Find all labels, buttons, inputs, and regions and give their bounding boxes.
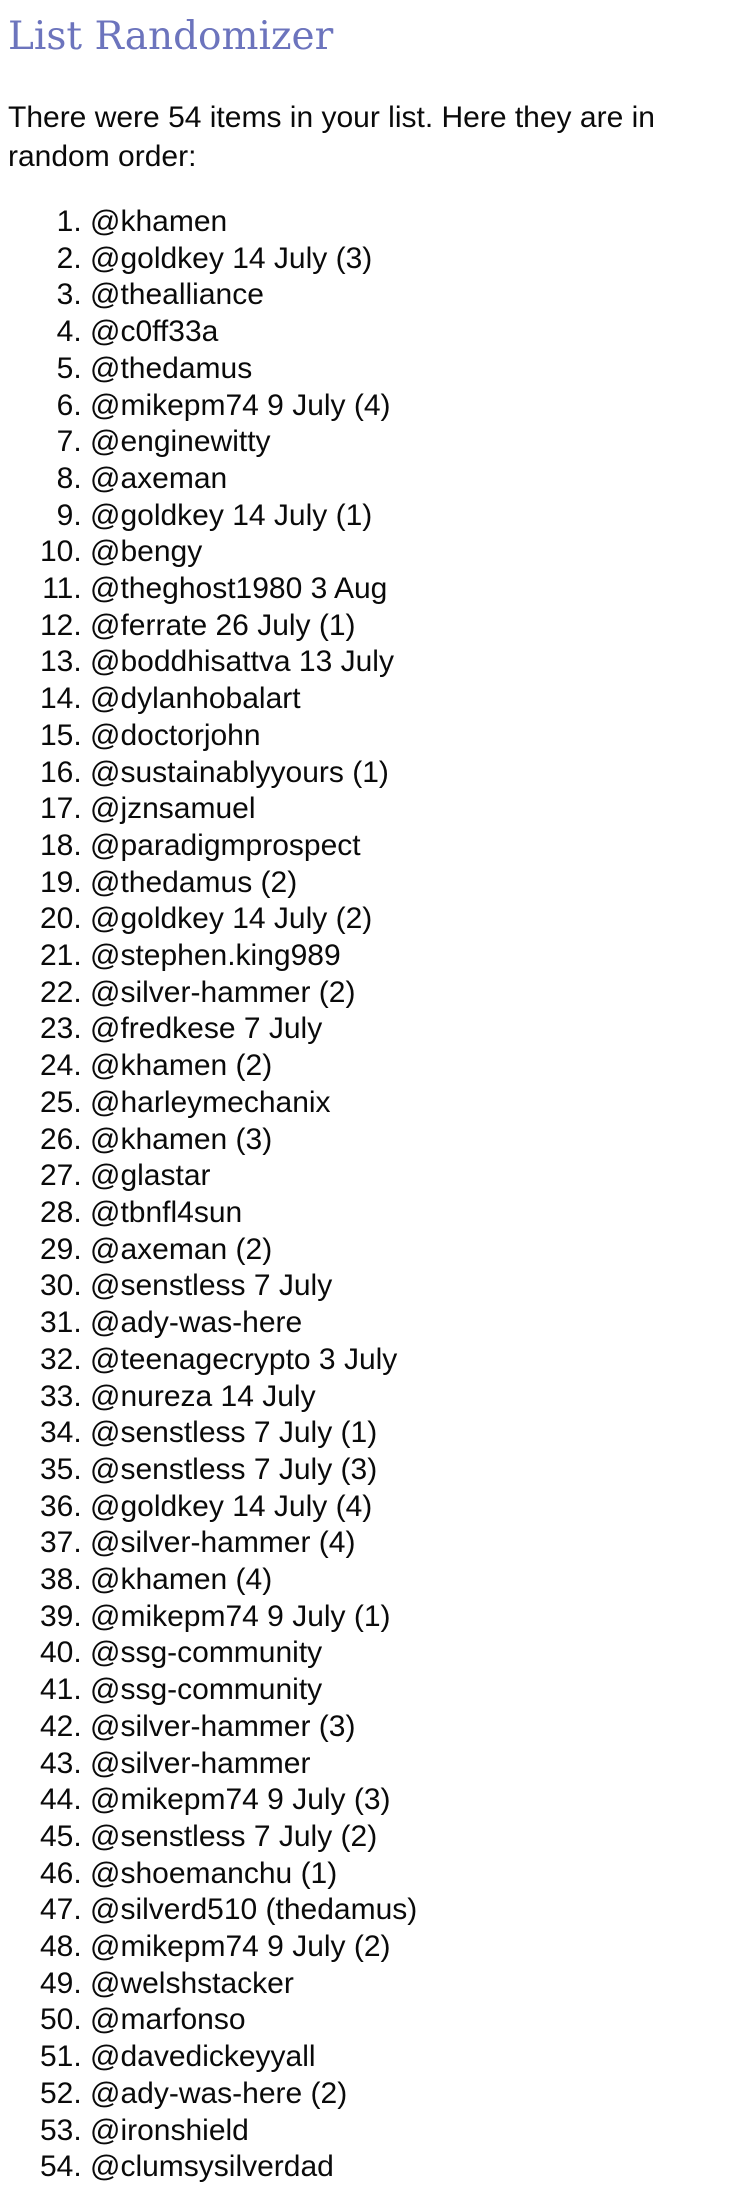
list-item: 36. @goldkey 14 July (4) [90,1489,743,1526]
list-item: 29. @axeman (2) [90,1232,743,1269]
list-item: 28. @tbnfl4sun [90,1195,743,1232]
intro-line-2: random order: [8,140,197,173]
intro-line-1: There were 54 items in your list. Here they are in [8,101,655,134]
list-item: 39. @mikepm74 9 July (1) [90,1599,743,1636]
list-item: 23. @fredkese 7 July [90,1011,743,1048]
list-item: 11. @theghost1980 3 Aug [90,571,743,608]
list-item: 9. @goldkey 14 July (1) [90,498,743,535]
list-item: 48. @mikepm74 9 July (2) [90,1929,743,1966]
list-item: 52. @ady-was-here (2) [90,2076,743,2113]
list-item: 43. @silver-hammer [90,1746,743,1783]
list-item: 25. @harleymechanix [90,1085,743,1122]
list-item: 35. @senstless 7 July (3) [90,1452,743,1489]
list-item: 3. @thealliance [90,277,743,314]
page-title: List Randomizer [8,14,334,59]
list-item: 14. @dylanhobalart [90,681,743,718]
list-item: 19. @thedamus (2) [90,865,743,902]
list-item: 12. @ferrate 26 July (1) [90,608,743,645]
list-item: 24. @khamen (2) [90,1048,743,1085]
list-item: 31. @ady-was-here [90,1305,743,1342]
list-item: 2. @goldkey 14 July (3) [90,241,743,278]
list-item: 18. @paradigmprospect [90,828,743,865]
list-item: 37. @silver-hammer (4) [90,1525,743,1562]
intro-text [8,98,743,176]
list-item: 1. @khamen [90,204,743,241]
randomized-list [8,204,743,2186]
list-item: 32. @teenagecrypto 3 July [90,1342,743,1379]
list-item: 46. @shoemanchu (1) [90,1856,743,1893]
list-item: 40. @ssg-community [90,1635,743,1672]
list-item: 33. @nureza 14 July [90,1379,743,1416]
list-item: 27. @glastar [90,1158,743,1195]
list-item: 38. @khamen (4) [90,1562,743,1599]
list-item: 7. @enginewitty [90,424,743,461]
list-item: 21. @stephen.king989 [90,938,743,975]
list-item: 10. @bengy [90,534,743,571]
list-item: 47. @silverd510 (thedamus) [90,1892,743,1929]
list-item: 22. @silver-hammer (2) [90,975,743,1012]
list-item: 44. @mikepm74 9 July (3) [90,1782,743,1819]
list-item: 54. @clumsysilverdad [90,2149,743,2186]
list-item: 26. @khamen (3) [90,1122,743,1159]
list-item: 6. @mikepm74 9 July (4) [90,388,743,425]
list-item: 17. @jznsamuel [90,791,743,828]
list-item: 13. @boddhisattva 13 July [90,644,743,681]
list-item: 20. @goldkey 14 July (2) [90,901,743,938]
list-item: 16. @sustainablyyours (1) [90,755,743,792]
list-item: 49. @welshstacker [90,1966,743,2003]
list-item: 8. @axeman [90,461,743,498]
list-item: 42. @silver-hammer (3) [90,1709,743,1746]
list-item: 34. @senstless 7 July (1) [90,1415,743,1452]
list-item: 4. @c0ff33a [90,314,743,351]
list-item: 45. @senstless 7 July (2) [90,1819,743,1856]
list-item: 51. @davedickeyyall [90,2039,743,2076]
list-item: 30. @senstless 7 July [90,1268,743,1305]
list-item: 5. @thedamus [90,351,743,388]
list-item: 41. @ssg-community [90,1672,743,1709]
list-item: 50. @marfonso [90,2002,743,2039]
list-item: 53. @ironshield [90,2113,743,2150]
list-item: 15. @doctorjohn [90,718,743,755]
